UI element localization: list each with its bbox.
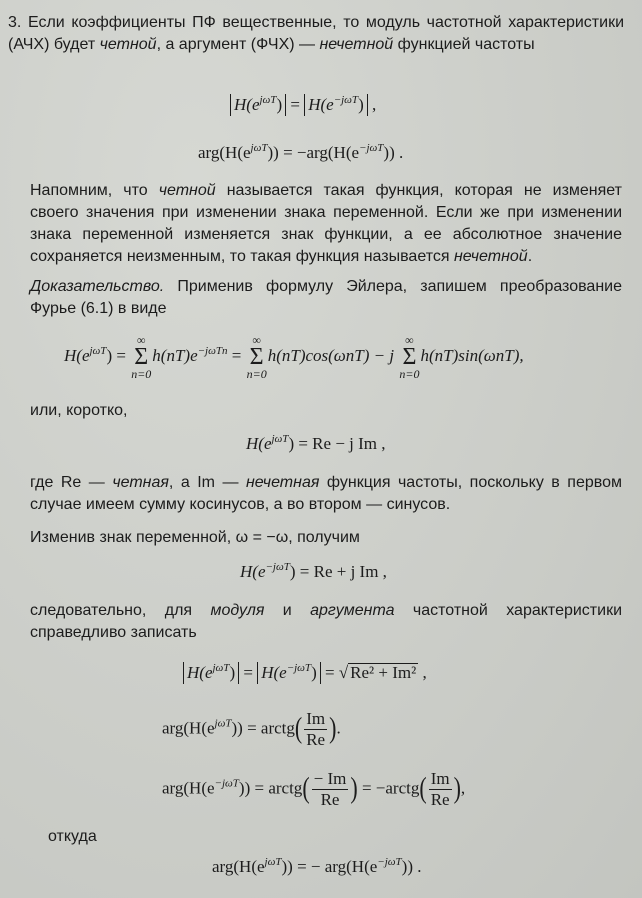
- equation-re-plus-im: [240, 562, 387, 582]
- eq-text: )) .: [401, 857, 422, 876]
- eq-text: H(e: [187, 663, 213, 682]
- fraction-denominator: Re: [306, 730, 326, 749]
- sum-lower: n=0: [131, 367, 152, 381]
- eq-text: h(nT)sin(ωnT),: [420, 345, 524, 365]
- eq-text: h(nT)cos(ωnT) − j: [267, 345, 395, 365]
- eq-text: = √: [324, 663, 349, 682]
- sqrt-radicand: Re² + Im²: [350, 663, 417, 682]
- paragraph-item-3: [8, 12, 624, 56]
- eq-punct: ,: [422, 663, 427, 682]
- eq-text: ) = Re + j Im ,: [289, 562, 387, 581]
- eq-text: ): [311, 663, 317, 682]
- sum-upper: ∞: [405, 333, 414, 347]
- abs-lhs: $H(e^{j\omega T})$: [230, 94, 286, 116]
- term-argument: аргумента: [310, 602, 395, 619]
- paragraph-text: Напомним, что: [30, 182, 148, 199]
- eq-exponent: jωT: [212, 662, 230, 674]
- paragraph-text: функцией частоты: [397, 36, 535, 53]
- paren-close: ): [453, 770, 461, 805]
- term-even: четной: [99, 36, 157, 53]
- sum-symbol: [131, 334, 151, 380]
- eq-text: arg(H(e: [162, 718, 215, 738]
- sum-symbol: [247, 334, 267, 380]
- paragraph-text: .: [527, 248, 533, 265]
- eq-punct: ,: [460, 778, 466, 798]
- eq-text: H(e: [64, 345, 90, 365]
- paragraph-proof: [30, 276, 622, 320]
- fraction: [304, 710, 327, 749]
- eq-exponent: −jωT: [286, 662, 312, 674]
- eq-exponent: −jωT: [359, 142, 384, 154]
- eq-punct: ,: [371, 95, 377, 114]
- paragraph-text: Изменив знак переменной, ω = −ω, получим: [30, 529, 360, 546]
- paragraph-re-im: [30, 472, 622, 516]
- eq-text: ) = Re − j Im ,: [288, 434, 386, 453]
- paragraph-sign-change: [30, 527, 622, 549]
- eq-exponent: jωT: [250, 142, 268, 154]
- equation-magnitude-even: $H(e^{j\omega T}) = H(e^{-j\omega T})$ ,: [230, 94, 376, 116]
- eq-exponent: jωT: [89, 344, 107, 357]
- paren-close: ): [329, 710, 337, 745]
- eq-text: ) =: [106, 345, 126, 365]
- item-number: 3.: [8, 14, 22, 31]
- equation-arg-arctg: [162, 710, 341, 749]
- abs-lhs: [183, 662, 239, 684]
- abs-rhs: [257, 662, 321, 684]
- term-odd: нечетная: [246, 474, 320, 491]
- sum-sigma: Σ: [402, 344, 417, 370]
- equation-re-minus-im: [246, 434, 386, 454]
- fraction-denominator: Re: [320, 790, 340, 809]
- sum-sigma: Σ: [249, 344, 264, 370]
- term-odd: нечетной: [453, 248, 528, 265]
- paragraph-text: Если коэффициенты ПФ вещественные, то модуль частотной характеристики (АЧХ) будет: [8, 14, 625, 53]
- paragraph-text: функция частоты, поскольку в первом случае имеем сумму косинусов, а во втором — синусов.: [30, 474, 622, 513]
- eq-text: )) = arctg: [238, 778, 303, 798]
- eq-text: H(e: [234, 95, 260, 114]
- eq-exponent: −jωT: [214, 777, 239, 790]
- eq-text: h(nT)e: [152, 345, 198, 365]
- eq-exponent: −jωT: [377, 856, 402, 868]
- paragraph-text: , а Im —: [168, 474, 239, 491]
- abs-rhs: $H(e^{-j\omega T})$: [304, 94, 368, 116]
- eq-text: H(e: [308, 95, 334, 114]
- eq-text: )) = −arg(H(e: [267, 143, 360, 162]
- fraction-numerator: Im: [306, 709, 326, 728]
- eq-text: =: [231, 345, 242, 365]
- term-modulus: модуля: [210, 602, 265, 619]
- equation-fourier-expansion: [64, 334, 524, 380]
- paragraph-conclusion: [30, 600, 622, 644]
- fraction: [312, 770, 349, 809]
- paren-open: (: [419, 770, 427, 805]
- sum-upper: ∞: [252, 333, 261, 347]
- eq-text: H(e: [261, 663, 287, 682]
- equation-argument-odd: [198, 143, 403, 163]
- fraction-numerator: Im: [430, 769, 450, 788]
- sum-symbol: [399, 334, 419, 380]
- eq-text: =: [243, 663, 253, 682]
- eq-exponent: jωT: [214, 717, 232, 730]
- eq-text: )) .: [383, 143, 404, 162]
- paragraph-text: следовательно, для: [30, 602, 193, 619]
- eq-exponent: jωT: [271, 433, 289, 445]
- paren-open: (: [302, 770, 310, 805]
- eq-exponent: −jωTn: [197, 344, 228, 357]
- term-proof: Доказательство.: [30, 278, 165, 295]
- paragraph-text: или, коротко,: [30, 402, 128, 419]
- equation-magnitude-sqrt: [183, 662, 427, 684]
- equation-arg-final: [212, 857, 422, 877]
- eq-text: = −arctg: [361, 778, 420, 798]
- term-even: четной: [158, 182, 216, 199]
- paragraph-text: Применив формулу Эйлера, запишем преобразование Фурье (6.1) в виде: [30, 278, 623, 317]
- paragraph-definition: [30, 180, 622, 268]
- sum-upper: ∞: [136, 333, 146, 347]
- paragraph-text: где Re —: [30, 474, 105, 491]
- paren-close: ): [350, 770, 358, 805]
- eq-text: ): [229, 663, 236, 682]
- eq-exponent: jωT: [259, 94, 277, 106]
- eq-text: arg(H(e: [212, 857, 265, 876]
- fraction: [429, 770, 452, 809]
- paragraph-whence: [48, 826, 248, 848]
- sum-lower: n=0: [399, 367, 420, 381]
- sum-lower: n=0: [246, 367, 267, 381]
- paragraph-text: и: [282, 602, 292, 619]
- eq-exponent: jωT: [264, 856, 282, 868]
- paragraph-short: [30, 400, 622, 422]
- term-odd: нечетной: [319, 36, 394, 53]
- term-even: четная: [112, 474, 169, 491]
- paragraph-text: называется такая функция, которая не изменяет своего значения при изменении знака переменной. Если же при изменении знака переменной изменяется знак функции, а ее абсолютное значение сохраняется неизменным, то такая функция называется: [30, 182, 622, 265]
- eq-text: H(e: [240, 562, 266, 581]
- sum-sigma: Σ: [134, 344, 149, 370]
- fraction-numerator: − Im: [313, 769, 347, 788]
- eq-text: arg(H(e: [198, 143, 251, 162]
- eq-text: arg(H(e: [162, 778, 215, 798]
- eq-text: H(e: [246, 434, 272, 453]
- eq-exponent: −jωT: [333, 94, 359, 106]
- eq-text: )) = arctg: [231, 718, 295, 738]
- paragraph-text: откуда: [48, 828, 97, 845]
- equation-arg-neg-arctg: [162, 770, 465, 809]
- paragraph-text: , а аргумент (ФЧХ) —: [156, 36, 316, 53]
- fraction-denominator: Re: [430, 790, 450, 809]
- paragraph-text: частотной характеристики справедливо записать: [30, 602, 622, 641]
- eq-exponent: −jωT: [265, 561, 290, 573]
- eq-text: )) = − arg(H(e: [281, 857, 378, 876]
- eq-punct: .: [336, 718, 341, 738]
- paren-open: (: [294, 710, 303, 745]
